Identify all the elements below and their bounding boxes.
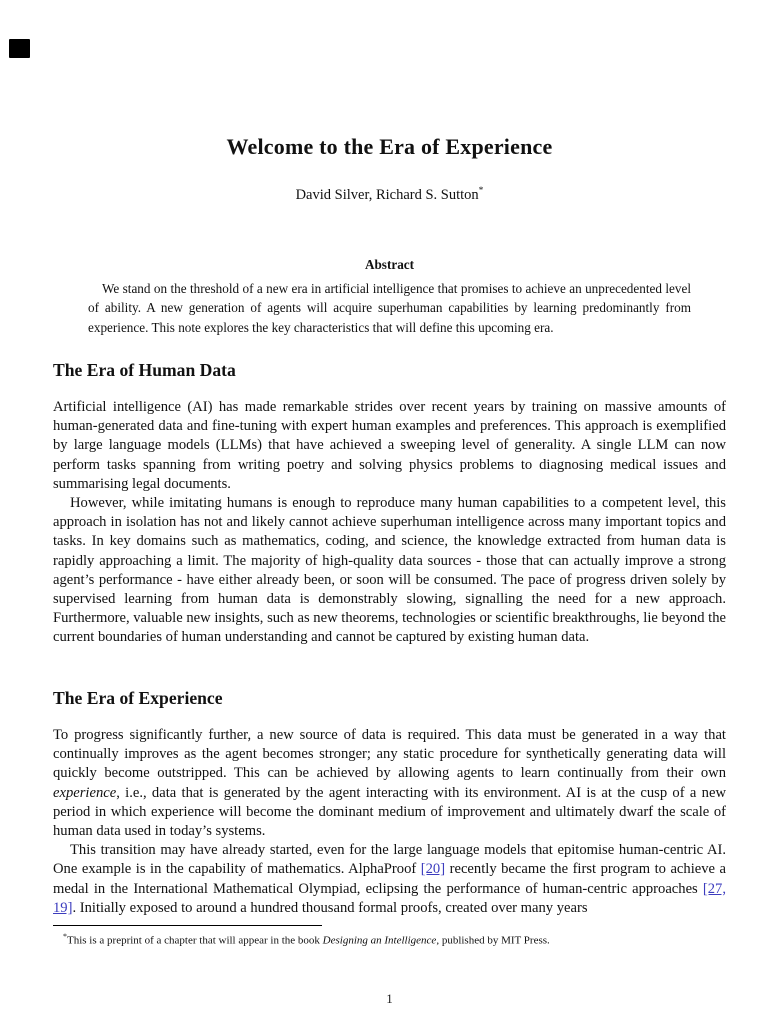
section-experience-body: [53, 726, 726, 918]
citation-link-27-19[interactable]: [27, 19]: [53, 880, 726, 916]
paragraph-text: This transition may have already started, even for the large language models that epitomise human-centric AI. One example is in the capability of mathematics. AlphaProof: [53, 842, 726, 878]
page-title-text: Welcome to the Era of Experience: [226, 134, 553, 159]
section-heading-human-data: [53, 360, 236, 381]
authors-line: [0, 186, 779, 204]
paragraph: [53, 398, 726, 494]
cursor-artifact: [9, 39, 30, 58]
paragraph-text: , i.e., data that is generated by the agent interacting with its environment. AI is at the cusp of a new period in which experience will become the dominant medium of improvement and ultimately dwarf the scale of human data used in today’s systems.: [53, 784, 726, 840]
footnote-rule: [53, 925, 322, 926]
paragraph: [53, 841, 726, 918]
page-number: [0, 991, 779, 1007]
abstract-heading-text: Abstract: [364, 257, 415, 272]
section-heading-experience: [53, 688, 223, 709]
author-footnote-marker: *: [478, 186, 484, 196]
paragraph-text: Artificial intelligence (AI) has made remarkable strides over recent years by training on massive amounts of human-generated data and fine-tuning with expert human examples and preferences. This approach is exemplified by large language models (LLMs) that have achieved a sweeping level of generality. A single LLM can now perform tasks spanning from writing poetry and solving physics problems to diagnosing medical issues and summarising legal documents.: [53, 399, 726, 492]
section-heading-text: The Era of Human Data: [53, 360, 236, 380]
page-title: [0, 134, 779, 160]
page-number-text: 1: [386, 991, 393, 1006]
footnote-text-content: , published by MIT Press.: [436, 934, 550, 947]
paragraph-text: To progress significantly further, a new source of data is required. This data must be generated in a way that continually improves as the agent becomes stronger; any static procedure for synthetically generating data will quickly become outstripped. This can be achieved by allowing agents to learn continually from their own: [53, 727, 726, 782]
abstract-text-content: We stand on the threshold of a new era in artificial intelligence that promises to achieve an unprecedented level of ability. A new generation of agents will acquire superhuman capabilities by learning predominantly from experience. This note explores the key characteristics that will define this upcoming era.: [88, 281, 691, 335]
paragraph-text: recently became the first program to achieve a medal in the International Mathematical Olympiad, eclipsing the performance of human-centric approaches: [53, 861, 726, 897]
paragraph-text: . Initially exposed to around a hundred thousand formal proofs, created over many years: [72, 899, 588, 916]
footnote-book-title: Designing an Intelligence: [322, 934, 437, 947]
paragraph-text: However, while imitating humans is enough to reproduce many human capabilities to a competent level, this approach in isolation has not and likely cannot achieve superhuman intelligence across many important topics and tasks. In key domains such as mathematics, coding, and science, the knowledge extracted from human data is rapidly approaching a limit. The majority of high-quality data sources - those that can actually improve a strong agent’s performance - have either already been, or soon will be consumed. The pace of progress driven solely by supervised learning from human data is demonstrably slowing, signalling the need for a new approach. Furthermore, valuable new insights, such as new theorems, technologies or scientific breakthroughs, lie beyond the current boundaries of human understanding and cannot be captured by existing human data.: [53, 495, 726, 646]
paragraph: [53, 726, 726, 841]
section-heading-text: The Era of Experience: [53, 688, 223, 708]
section-human-data-body: [53, 398, 726, 648]
italic-term-experience: experience: [53, 784, 117, 801]
footnote-text-content: This is a preprint of a chapter that will appear in the book: [67, 934, 323, 947]
footnote-text: [53, 930, 726, 948]
abstract-heading: [0, 257, 779, 273]
footnote-marker: *: [63, 932, 67, 941]
abstract-text: [88, 279, 691, 337]
authors-text: David Silver, Richard S. Sutton: [295, 186, 479, 203]
paragraph: [53, 494, 726, 648]
citation-link-20[interactable]: [20]: [420, 861, 446, 878]
